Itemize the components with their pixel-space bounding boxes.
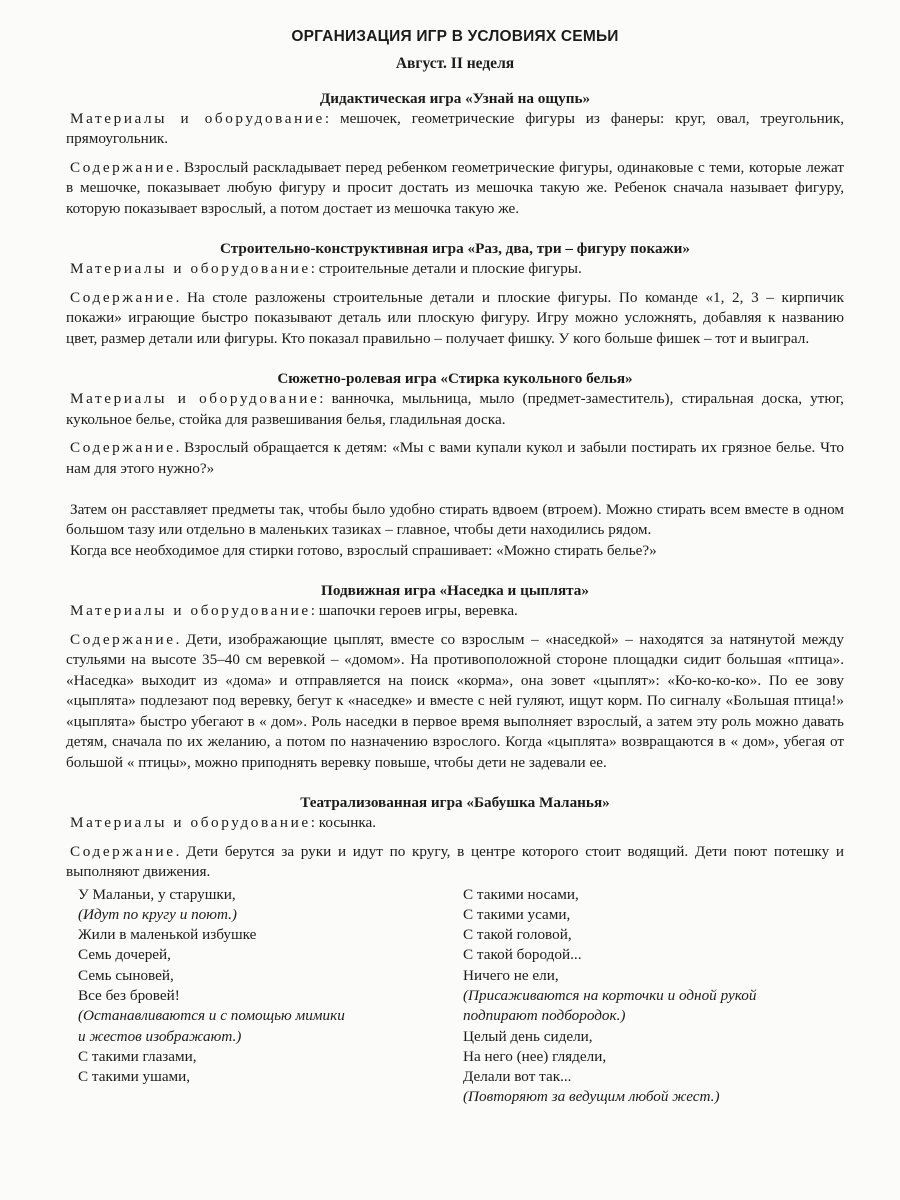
materials-label: Материалы и оборудование — [70, 390, 320, 407]
materials-paragraph — [66, 813, 844, 834]
poem-right-column — [455, 885, 844, 1108]
content-label: Содержание — [70, 288, 176, 306]
content-text: . Дети, изображающие цыплят, вместе со взрослым – «наседкой» – находятся за натянутой между стульями на высоте 35–40 см веревкой – «домом». На противоположной стороне площадки сидит большая «птица». «Наседка» выходит из «дома» и отправляется на поиск «корма», она зовет «цыплят»: «Ко-ко-ко-ко». По ее зову «цыплята» подлезают под веревку, бегут к «наседке» и вместе с ней гуляют, ищут корм. По сигналу «Большая птица!» «цыплята» быстро убегают в « дом». Роль наседки в первое время выполняет взрослый, а затем эту роль можно давать детям, сначала по их желанию, а потом по назначению взрослого. Когда «цыплята» возвращаются в « дом», убегая от большой « птицы», можно приподнять веревку повыше, чтобы дети не задевали ее. — [66, 630, 844, 771]
content-paragraph-extra — [66, 479, 844, 541]
content-paragraph — [66, 842, 844, 883]
poem-line: С такими носами, — [463, 885, 579, 903]
materials-paragraph — [66, 389, 844, 430]
poem-line: (Присаживаются на корточки и одной рукой — [463, 986, 757, 1004]
poem-line: С такими ушами, — [78, 1068, 191, 1086]
content-paragraph — [66, 630, 844, 774]
content-text: . Дети берутся за руки и идут по кругу, в центре которого стоит водящий. Дети поют потешку и выполняют движения. — [66, 842, 844, 880]
poem-line: Семь сыновей, — [78, 966, 174, 984]
content-extra-text: Затем он расставляет предметы так, чтобы было удобно стирать вдвоем (втроем). Можно стирать всем вместе в одном большом тазу или отдельно в маленьких тазиках – главное, чтобы дети находились рядом. — [66, 500, 844, 538]
poem-line: (Идут по кругу и поют.) — [78, 905, 237, 923]
poem-line: С такой головой, — [463, 926, 572, 944]
section-theatre-game — [66, 793, 844, 1108]
content-text: . Взрослый обращается к детям: «Мы с вами купали кукол и забыли постирать их грязное белье. Что нам для этого нужно?» — [66, 439, 844, 477]
content-text: . На столе разложены строительные детали и плоские фигуры. По команде «1, 2, 3 – кирпичик покажи» играющие быстро показывают деталь или плоскую фигуру. Игру можно усложнять, добавляя к названию цвет, размер детали или фигуры. Кто показал правильно – получает фишку. У кого больше фишек – тот и выиграл. — [66, 288, 844, 347]
materials-paragraph — [66, 259, 844, 280]
materials-text: : строительные детали и плоские фигуры. — [310, 260, 582, 277]
poem-line: Все без бровей! — [78, 986, 180, 1004]
poem-line: Жили в маленькой избушке — [78, 926, 257, 944]
content-text: . Взрослый раскладывает перед ребенком геометрические фигуры, одинаковые с теми, которые лежат в мешочке, показывает любую фигуру и просит достать из мешочка такую же. Ребенок сначала называет фигуру, которую показывает взрослый, а потом достает из мешочка такую же. — [66, 158, 844, 217]
section-title: Дидактическая игра «Узнай на ощупь» — [319, 89, 591, 107]
content-label: Содержание — [70, 630, 176, 648]
section-title: Театрализованная игра «Бабушка Маланья» — [300, 794, 610, 811]
poem-line: С такими глазами, — [78, 1047, 197, 1065]
materials-text: : ванночка, мыльница, мыло (предмет-заместитель), стиральная доска, утюг, кукольное белье, стойка для развешивания белья, гладильная доска. — [66, 390, 844, 428]
poem-left-column — [66, 885, 455, 1108]
content-paragraph-extra: Когда все необходимое для стирки готово, взрослый спрашивает: «Можно стирать белье?» — [70, 541, 657, 559]
materials-label: Материалы и оборудование — [70, 260, 311, 277]
content-paragraph — [66, 158, 844, 220]
content-paragraph — [66, 288, 844, 350]
poem-line: На него (нее) глядели, — [463, 1047, 607, 1065]
poem-line: Семь дочерей, — [78, 946, 171, 964]
content-label: Содержание — [70, 158, 176, 176]
poem-line: Делали вот так... — [463, 1068, 572, 1086]
materials-text: : косынка. — [310, 814, 377, 831]
poem — [66, 885, 844, 1108]
poem-line: У Маланьи, у старушки, — [78, 885, 236, 903]
poem-line: С такими усами, — [463, 905, 571, 923]
poem-line: Ничего не ели, — [463, 966, 559, 984]
page-title: ОРГАНИЗАЦИЯ ИГР В УСЛОВИЯХ СЕМЬИ — [291, 28, 619, 45]
content-paragraph — [66, 438, 844, 479]
section-title: Сюжетно-ролевая игра «Стирка кукольного белья» — [277, 370, 633, 387]
content-label: Содержание — [70, 842, 176, 860]
section-title: Подвижная игра «Наседка и цыплята» — [321, 582, 589, 599]
section-active-game — [66, 581, 844, 773]
section-didactic-game — [66, 89, 844, 220]
materials-label: Материалы и оборудование — [70, 602, 311, 619]
section-role-play-game — [66, 369, 844, 561]
poem-line: (Повторяют за ведущим любой жест.) — [463, 1088, 720, 1106]
poem-line: (Останавливаются и с помощью мимики — [78, 1007, 345, 1025]
poem-line: и жестов изображают.) — [78, 1027, 242, 1045]
section-title: Строительно-конструктивная игра «Раз, два, три – фигуру покажи» — [220, 240, 690, 257]
poem-line: С такой бородой... — [463, 946, 582, 964]
poem-line: Целый день сидели, — [463, 1027, 593, 1045]
poem-line: подпирают подбородок.) — [463, 1007, 626, 1025]
materials-text: : шапочки героев игры, веревка. — [310, 602, 518, 619]
section-construction-game — [66, 239, 844, 349]
materials-text: : мешочек, геометрические фигуры из фанеры: круг, овал, треугольник, прямоугольник. — [66, 109, 844, 147]
materials-paragraph — [66, 601, 844, 622]
materials-paragraph — [66, 109, 844, 150]
materials-label: Материалы и оборудование — [70, 109, 325, 127]
week-heading: Август. II неделя — [395, 55, 515, 72]
materials-label: Материалы и оборудование — [70, 814, 311, 831]
content-label: Содержание — [70, 439, 176, 456]
